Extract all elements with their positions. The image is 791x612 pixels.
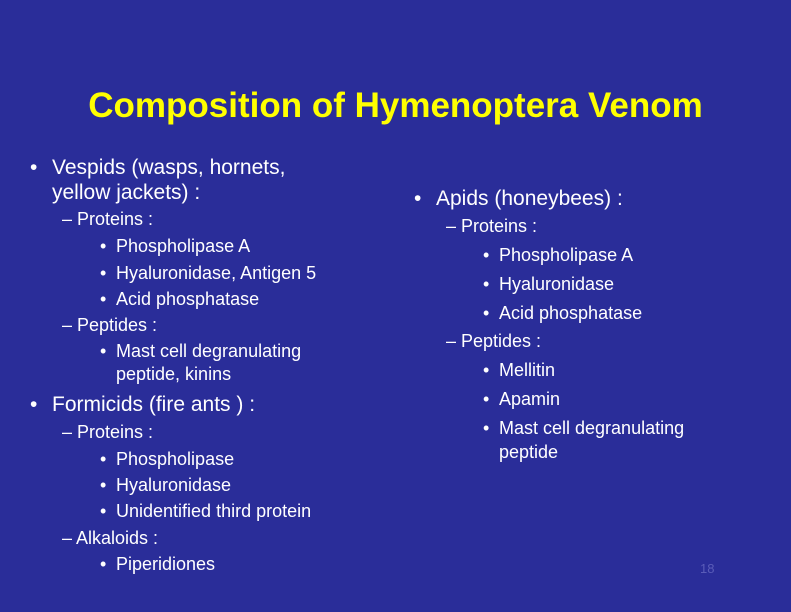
bullet-icon: • bbox=[483, 245, 490, 265]
vespids-peptides-label: – Peptides : bbox=[62, 315, 158, 335]
bullet-icon: • bbox=[30, 393, 38, 416]
vespids-protein-item: Hyaluronidase, Antigen 5 bbox=[116, 263, 317, 283]
formicids-heading: Formicids (fire ants ) : bbox=[52, 393, 256, 416]
vespids-proteins-label: – Proteins : bbox=[62, 209, 154, 229]
vespids-peptide-item-cont: peptide, kinins bbox=[116, 364, 232, 384]
formicids-alkaloid-item: Piperidiones bbox=[116, 554, 216, 574]
apids-peptide-item-cont: peptide bbox=[499, 442, 559, 462]
bullet-icon: • bbox=[100, 501, 107, 521]
apids-protein-item: Hyaluronidase bbox=[499, 274, 615, 294]
slide-number: 18 bbox=[700, 561, 715, 576]
bullet-icon: • bbox=[483, 418, 490, 438]
vespids-heading-line1: Vespids (wasps, hornets, bbox=[52, 156, 286, 179]
vespids-protein-item: Acid phosphatase bbox=[116, 289, 260, 309]
apids-heading: Apids (honeybees) : bbox=[436, 187, 623, 210]
formicids-alkaloids-label: – Alkaloids : bbox=[62, 528, 159, 548]
bullet-icon: • bbox=[414, 187, 422, 210]
apids-peptide-item: Apamin bbox=[499, 389, 561, 409]
bullet-icon: • bbox=[100, 263, 107, 283]
bullet-icon: • bbox=[483, 274, 490, 294]
bullet-icon: • bbox=[483, 360, 490, 380]
formicids-protein-item: Hyaluronidase bbox=[116, 475, 232, 495]
bullet-icon: • bbox=[100, 554, 107, 574]
apids-peptides-label: – Peptides : bbox=[446, 331, 542, 351]
apids-peptide-item: Mast cell degranulating bbox=[499, 418, 685, 438]
bullet-icon: • bbox=[100, 475, 107, 495]
vespids-heading-line2: yellow jackets) : bbox=[52, 181, 201, 204]
bullet-icon: • bbox=[100, 236, 107, 256]
bullet-icon: • bbox=[100, 289, 107, 309]
bullet-icon: • bbox=[483, 303, 490, 323]
bullet-icon: • bbox=[30, 156, 38, 179]
formicids-protein-item: Phospholipase bbox=[116, 449, 235, 469]
bullet-icon: • bbox=[100, 449, 107, 469]
bullet-icon: • bbox=[483, 389, 490, 409]
bullet-icon: • bbox=[100, 341, 107, 361]
apids-protein-item: Acid phosphatase bbox=[499, 303, 643, 323]
vespids-peptide-item: Mast cell degranulating bbox=[116, 341, 302, 361]
apids-proteins-label: – Proteins : bbox=[446, 216, 538, 236]
formicids-protein-item: Unidentified third protein bbox=[116, 501, 312, 521]
apids-protein-item: Phospholipase A bbox=[499, 245, 634, 265]
slide-title: Composition of Hymenoptera Venom bbox=[88, 86, 703, 125]
apids-peptide-item: Mellitin bbox=[499, 360, 556, 380]
formicids-proteins-label: – Proteins : bbox=[62, 422, 154, 442]
vespids-protein-item: Phospholipase A bbox=[116, 236, 251, 256]
